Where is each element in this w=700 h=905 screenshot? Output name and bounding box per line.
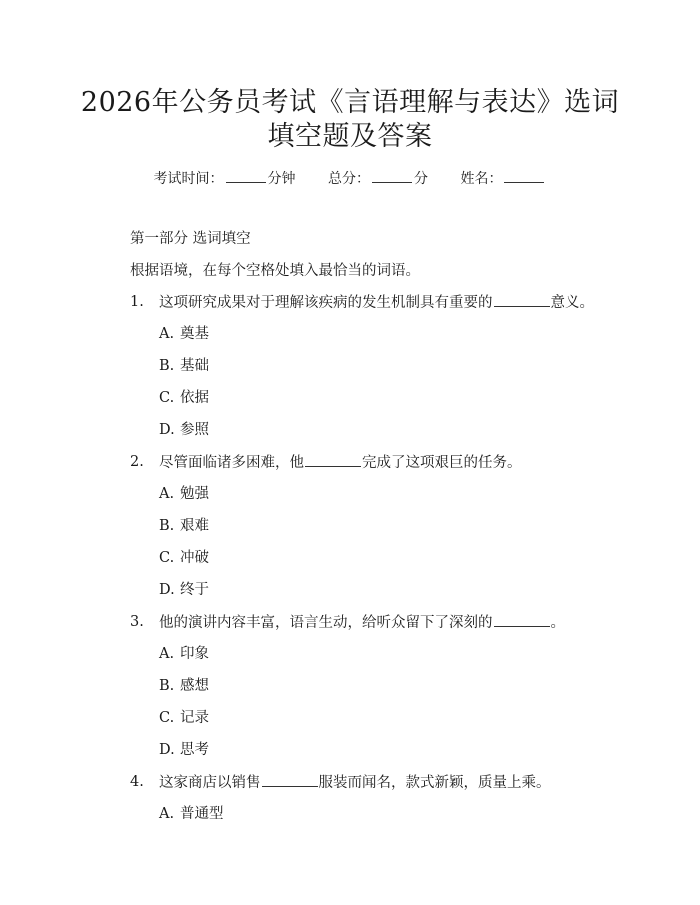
name-blank [504, 168, 544, 183]
option-text: 记录 [180, 710, 209, 726]
option-b [159, 356, 209, 376]
option-text: 依据 [180, 390, 209, 406]
document-title-line-1: 2026年公务员考试《言语理解与表达》选词 [80, 87, 620, 118]
option-c [159, 708, 209, 728]
option-text: 参照 [180, 422, 209, 438]
question-text-before: 他的演讲内容丰富，语言生动，给听众留下了深刻的 [159, 615, 493, 631]
question-text-before: 这项研究成果对于理解该疾病的发生机制具有重要的 [159, 295, 493, 311]
question-text [159, 292, 594, 313]
option-letter: B. [159, 518, 175, 534]
option-letter: B. [159, 678, 175, 694]
option-a [159, 324, 209, 344]
total-score-unit: 分 [414, 171, 428, 187]
total-score-field [328, 168, 428, 189]
option-letter: D. [159, 582, 175, 598]
total-score-label: 总分： [328, 171, 370, 187]
question-number: 2. [130, 454, 144, 470]
exam-meta-row [0, 168, 700, 189]
option-text: 思考 [180, 742, 209, 758]
option-a [159, 804, 224, 824]
option-d [159, 580, 209, 600]
option-text: 感想 [180, 678, 209, 694]
instruction-text: 根据语境，在每个空格处填入最恰当的词语。 [130, 263, 420, 279]
question-text [159, 772, 551, 793]
option-text: 冲破 [180, 550, 209, 566]
option-d [159, 420, 209, 440]
option-b [159, 516, 209, 536]
question-text [159, 452, 522, 473]
option-letter: D. [159, 742, 175, 758]
question-text-after: 。 [550, 615, 565, 631]
exam-time-label: 考试时间： [153, 171, 224, 187]
document-title-line-2: 填空题及答案 [267, 121, 433, 152]
option-a [159, 644, 209, 664]
option-letter: A. [159, 806, 175, 822]
option-letter: D. [159, 422, 175, 438]
question-number: 1. [130, 294, 144, 310]
option-b [159, 676, 209, 696]
total-score-blank [372, 168, 412, 183]
question-text-after: 完成了这项艰巨的任务。 [362, 455, 522, 471]
question-text-after: 意义。 [550, 295, 594, 311]
option-text: 终于 [180, 582, 209, 598]
option-letter: A. [159, 326, 175, 342]
question-text-after: 服装而闻名，款式新颖，质量上乘。 [318, 775, 551, 791]
option-text: 奠基 [180, 326, 209, 342]
option-d [159, 740, 209, 760]
option-letter: B. [159, 358, 175, 374]
option-text: 勉强 [180, 486, 209, 502]
answer-blank [305, 452, 361, 467]
option-a [159, 484, 209, 504]
name-label: 姓名： [460, 171, 503, 187]
answer-blank [494, 292, 550, 307]
question-number: 4. [130, 774, 144, 790]
option-c [159, 388, 209, 408]
answer-blank [262, 772, 318, 787]
question-number: 3. [130, 614, 144, 630]
option-text: 普通型 [180, 806, 224, 822]
name-field [460, 168, 546, 189]
question-text-before: 尽管面临诸多困难，他 [159, 455, 304, 471]
option-letter: C. [159, 710, 175, 726]
option-c [159, 548, 209, 568]
option-letter: C. [159, 550, 175, 566]
question-text [159, 612, 565, 633]
exam-time-unit: 分钟 [267, 171, 296, 187]
exam-time-blank [226, 168, 266, 183]
option-letter: A. [159, 486, 175, 502]
option-letter: C. [159, 390, 175, 406]
section-title: 第一部分 选词填空 [130, 231, 251, 247]
exam-time-field [154, 168, 296, 189]
question-text-before: 这家商店以销售 [159, 775, 261, 791]
answer-blank [494, 612, 550, 627]
option-text: 基础 [180, 358, 209, 374]
option-text: 艰难 [180, 518, 209, 534]
option-letter: A. [159, 646, 175, 662]
option-text: 印象 [180, 646, 209, 662]
